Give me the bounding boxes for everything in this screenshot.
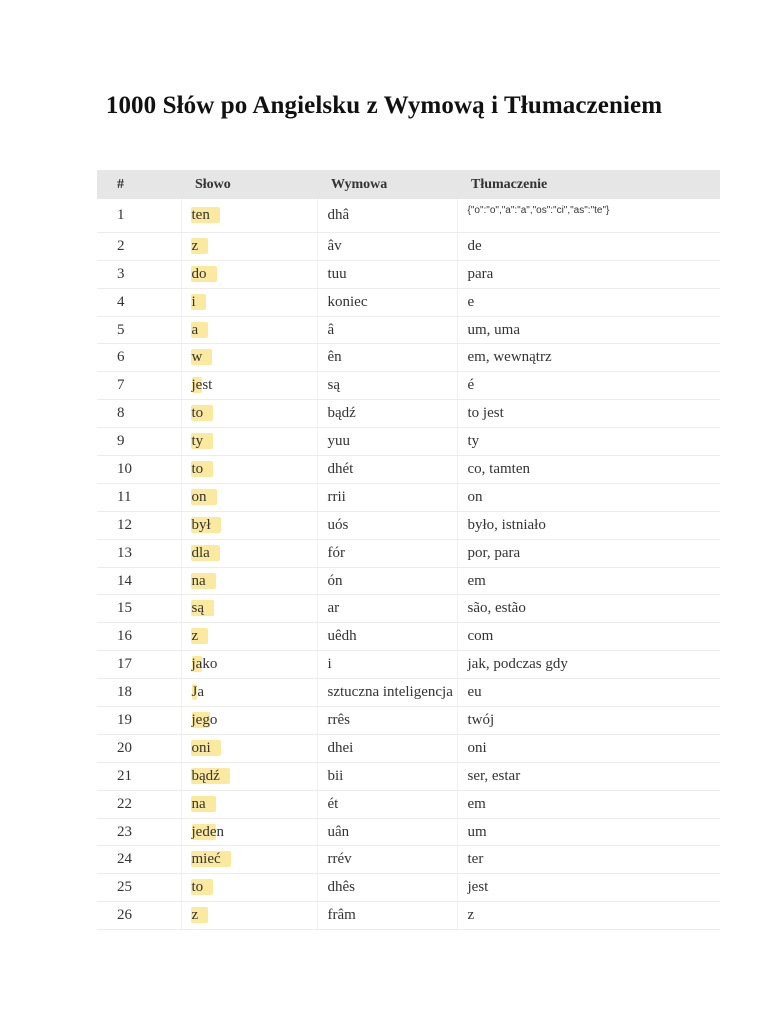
page-title: 1000 Słów po Angielsku z Wymową i Tłumaczeniem: [105, 92, 663, 119]
word-highlight: ty: [191, 433, 214, 449]
translation-cell: było, istniało: [457, 511, 720, 539]
translation-cell: em: [457, 567, 720, 595]
word-cell: [181, 679, 317, 707]
pronunciation-cell: dhét: [317, 456, 457, 484]
column-header-word: Słowo: [181, 170, 317, 199]
translation-cell: de: [457, 232, 720, 260]
word-cell: [181, 707, 317, 735]
row-number: 23: [97, 818, 181, 846]
pronunciation-cell: frâm: [317, 902, 457, 930]
translation-cell: jest: [457, 874, 720, 902]
table-row: [97, 651, 720, 679]
translation-cell: para: [457, 260, 720, 288]
table-row: [97, 874, 720, 902]
row-number: 24: [97, 846, 181, 874]
row-number: 25: [97, 874, 181, 902]
row-number: 19: [97, 707, 181, 735]
table-row: [97, 288, 720, 316]
table-row: [97, 790, 720, 818]
table-body: [97, 199, 720, 930]
table-row: [97, 316, 720, 344]
word-cell: [181, 288, 317, 316]
word-highlight: na: [191, 573, 216, 589]
word-cell: [181, 539, 317, 567]
translation-cell: ser, estar: [457, 762, 720, 790]
translation-cell: z: [457, 902, 720, 930]
word-highlight: był: [191, 517, 221, 533]
row-number: 1: [97, 199, 181, 232]
translation-cell: co, tamten: [457, 456, 720, 484]
word-cell: [181, 260, 317, 288]
translation-cell: to jest: [457, 400, 720, 428]
pronunciation-cell: bądź: [317, 400, 457, 428]
row-number: 21: [97, 762, 181, 790]
vocabulary-table: [97, 170, 720, 930]
word-highlight: z: [191, 238, 209, 254]
row-number: 16: [97, 623, 181, 651]
row-number: 8: [97, 400, 181, 428]
table-row: [97, 846, 720, 874]
word-highlight: są: [191, 600, 215, 616]
pronunciation-cell: rrév: [317, 846, 457, 874]
table-row: [97, 567, 720, 595]
pronunciation-cell: dhei: [317, 734, 457, 762]
row-number: 9: [97, 428, 181, 456]
row-number: 20: [97, 734, 181, 762]
word-cell: [181, 595, 317, 623]
word-cell: [181, 344, 317, 372]
row-number: 26: [97, 902, 181, 930]
word-cell: [181, 316, 317, 344]
word-highlight: to: [191, 461, 214, 477]
translation-cell: em, wewnątrz: [457, 344, 720, 372]
word-highlight: oni: [191, 740, 221, 756]
word-highlight: w: [191, 349, 213, 365]
word-rest: o: [209, 711, 218, 728]
table-row: [97, 734, 720, 762]
word-highlight: z: [191, 907, 209, 923]
row-number: 13: [97, 539, 181, 567]
pronunciation-cell: dhâ: [317, 199, 457, 232]
translation-cell: em: [457, 790, 720, 818]
word-cell: [181, 199, 317, 232]
row-number: 15: [97, 595, 181, 623]
table-row: [97, 483, 720, 511]
pronunciation-cell: fór: [317, 539, 457, 567]
word-cell: [181, 651, 317, 679]
table-row: [97, 232, 720, 260]
word-cell: [181, 790, 317, 818]
word-cell: [181, 818, 317, 846]
row-number: 5: [97, 316, 181, 344]
pronunciation-cell: âv: [317, 232, 457, 260]
translation-cell: eu: [457, 679, 720, 707]
pronunciation-cell: ét: [317, 790, 457, 818]
word-cell: [181, 428, 317, 456]
word-cell: [181, 623, 317, 651]
word-highlight: to: [191, 405, 214, 421]
word-rest: st: [202, 377, 213, 394]
translation-cell: com: [457, 623, 720, 651]
row-number: 18: [97, 679, 181, 707]
word-highlight: ten: [191, 207, 220, 223]
word-cell: [181, 567, 317, 595]
table-row: [97, 456, 720, 484]
word-cell: [181, 762, 317, 790]
word-highlight: i: [191, 294, 206, 310]
word-rest: n: [216, 823, 224, 840]
translation-cell: jak, podczas gdy: [457, 651, 720, 679]
table-row: [97, 762, 720, 790]
pronunciation-cell: tuu: [317, 260, 457, 288]
pronunciation-cell: uós: [317, 511, 457, 539]
word-highlight: bądź: [191, 768, 230, 784]
row-number: 12: [97, 511, 181, 539]
table-row: [97, 260, 720, 288]
word-highlight: mieć: [191, 851, 231, 867]
word-cell: [181, 456, 317, 484]
row-number: 22: [97, 790, 181, 818]
column-header-translation: Tłumaczenie: [457, 170, 720, 199]
table-row: [97, 539, 720, 567]
pronunciation-cell: ón: [317, 567, 457, 595]
translation-cell: e: [457, 288, 720, 316]
pronunciation-cell: uêdh: [317, 623, 457, 651]
translation-cell: um: [457, 818, 720, 846]
pronunciation-cell: dhês: [317, 874, 457, 902]
word-cell: [181, 372, 317, 400]
table-header-row: [97, 170, 720, 199]
table-row: [97, 344, 720, 372]
word-highlight: dla: [191, 545, 220, 561]
translation-cell: são, estão: [457, 595, 720, 623]
pronunciation-cell: koniec: [317, 288, 457, 316]
pronunciation-cell: ar: [317, 595, 457, 623]
table-row: [97, 818, 720, 846]
word-rest: a: [197, 684, 205, 701]
row-number: 10: [97, 456, 181, 484]
translation-cell: um, uma: [457, 316, 720, 344]
translation-cell: ty: [457, 428, 720, 456]
word-highlight: jede: [191, 823, 217, 840]
word-rest: ko: [202, 656, 218, 673]
row-number: 2: [97, 232, 181, 260]
row-number: 4: [97, 288, 181, 316]
word-highlight: ja: [191, 656, 203, 673]
table-row: [97, 511, 720, 539]
table-row: [97, 707, 720, 735]
table-row: [97, 679, 720, 707]
translation-cell: twój: [457, 707, 720, 735]
table-row: [97, 902, 720, 930]
pronunciation-cell: są: [317, 372, 457, 400]
translation-cell: ter: [457, 846, 720, 874]
word-highlight: to: [191, 879, 214, 895]
word-cell: [181, 874, 317, 902]
translation-cell: {"o":"o","a":"a","os":"ci","as":"te"}: [457, 199, 720, 232]
translation-cell: por, para: [457, 539, 720, 567]
column-header-number: #: [97, 170, 181, 199]
pronunciation-cell: yuu: [317, 428, 457, 456]
table-row: [97, 400, 720, 428]
translation-cell: on: [457, 483, 720, 511]
word-cell: [181, 511, 317, 539]
column-header-pronunciation: Wymowa: [317, 170, 457, 199]
word-highlight: z: [191, 628, 209, 644]
row-number: 7: [97, 372, 181, 400]
word-highlight: a: [191, 322, 209, 338]
row-number: 14: [97, 567, 181, 595]
word-cell: [181, 902, 317, 930]
pronunciation-cell: â: [317, 316, 457, 344]
word-cell: [181, 400, 317, 428]
row-number: 6: [97, 344, 181, 372]
pronunciation-cell: rrês: [317, 707, 457, 735]
pronunciation-cell: rrii: [317, 483, 457, 511]
word-highlight: je: [191, 377, 203, 394]
word-highlight: on: [191, 489, 217, 505]
table-row: [97, 623, 720, 651]
word-cell: [181, 483, 317, 511]
pronunciation-cell: ên: [317, 344, 457, 372]
word-cell: [181, 846, 317, 874]
word-highlight: J: [191, 684, 198, 701]
table-row: [97, 372, 720, 400]
pronunciation-cell: bii: [317, 762, 457, 790]
pronunciation-cell: i: [317, 651, 457, 679]
row-number: 11: [97, 483, 181, 511]
word-highlight: jeg: [191, 711, 210, 728]
pronunciation-cell: uân: [317, 818, 457, 846]
row-number: 17: [97, 651, 181, 679]
row-number: 3: [97, 260, 181, 288]
translation-cell: oni: [457, 734, 720, 762]
table-row: [97, 199, 720, 232]
word-cell: [181, 734, 317, 762]
pronunciation-cell: sztuczna inteligencja: [317, 679, 457, 707]
word-highlight: do: [191, 266, 217, 282]
word-cell: [181, 232, 317, 260]
word-highlight: na: [191, 796, 216, 812]
table-row: [97, 595, 720, 623]
table-row: [97, 428, 720, 456]
translation-cell: é: [457, 372, 720, 400]
